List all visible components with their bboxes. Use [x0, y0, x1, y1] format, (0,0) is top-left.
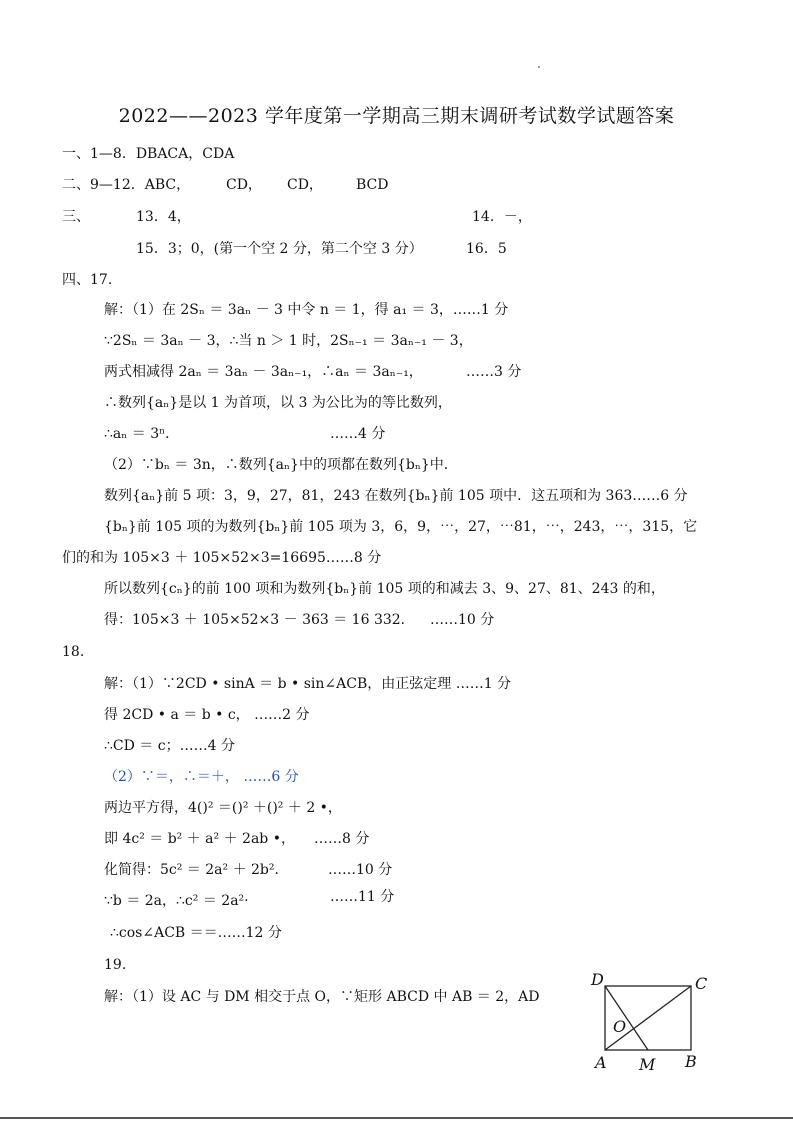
q17-line: {bₙ}前 105 项的为数列{bₙ}前 105 项为 3，6，9，⋯，27，⋯81，⋯，243，⋯，315，它 [104, 519, 698, 535]
label-c: C [695, 974, 708, 993]
answer-line-q13: 13．4， [136, 209, 191, 225]
label-b: B [685, 1052, 697, 1071]
q17-line: （2）∵bₙ ＝ 3n，∴数列{aₙ}中的项都在数列{bₙ}中． [104, 457, 458, 473]
q17-line: ∴数列{aₙ}是以 1 为首项，以 3 为公比为的等比数列， [104, 395, 452, 411]
q17-line: 得：105×3 ＋ 105×52×3 － 363 ＝ 16 332． [104, 612, 415, 628]
q18-line: ∵b ＝ 2a，∴c² ＝ 2a²· [104, 893, 249, 909]
answer-line-q16: 16．5 [466, 241, 507, 257]
q17-line: ∵2Sₙ ＝ 3aₙ － 3，∴当 n ＞ 1 时，2Sₙ₋₁ ＝ 3aₙ₋₁ － 3， [104, 333, 473, 349]
answer-line-q15: 15．3；0，(第一个空 2 分，第二个空 3 分） [136, 241, 423, 257]
q17-line: 所以数列{cₙ}的前 100 项和为数列{bₙ}前 105 项的和减去 3、9、27、81、243 的和， [104, 581, 665, 597]
label-a: A [595, 1053, 607, 1072]
scan-dot [538, 66, 540, 68]
page-title: 2022——2023 学年度第一学期高三期末调研考试数学试题答案 [118, 105, 675, 127]
q17-line: 两式相减得 2aₙ ＝ 3aₙ － 3aₙ₋₁，∴aₙ ＝ 3aₙ₋₁， [104, 364, 423, 380]
q19-line: 解：（1）设 AC 与 DM 相交于点 O，∵矩形 ABCD 中 AB ＝ 2，AD [104, 989, 540, 1005]
q18-number: 18. [62, 644, 85, 660]
q18-line: ∴CD ＝ c；……4 分 [104, 738, 235, 754]
q18-line: 两边平方得，4()² ＝()² ＋()² ＋ 2 •， [104, 800, 342, 816]
q17-line: 们的和为 105×3 ＋ 105×52×3=16695……8 分 [62, 550, 382, 566]
label-d: D [591, 970, 604, 989]
answer-line-q10: CD， [226, 177, 262, 193]
rectangle-figure [585, 965, 715, 1080]
segment-dm [605, 986, 648, 1050]
q17-score: ……4 分 [330, 426, 386, 442]
q17-line: ∴aₙ ＝ 3ⁿ． [104, 426, 180, 442]
q19-number: 19. [104, 957, 127, 973]
q18-line: 化简得：5c² ＝ 2a² ＋ 2b²． [104, 862, 289, 878]
q17-score: ……3 分 [466, 364, 522, 380]
q17-line: 数列{aₙ}前 5 项：3，9，27，81，243 在数列{bₙ}前 105 项中．这五项和为 363……6 分 [104, 488, 688, 504]
label-m: M [639, 1055, 656, 1074]
q17-line: 解：（1）在 2Sₙ ＝ 3aₙ － 3 中令 n ＝ 1，得 a₁ ＝ 3，……1 分 [104, 302, 509, 318]
q17-score: ……10 分 [430, 612, 495, 628]
q18-line: 得 2CD • a ＝ b • c， ……2 分 [104, 707, 310, 723]
answer-line-q14: 14．－， [472, 209, 532, 225]
page-bottom-rule [0, 1117, 793, 1119]
q18-line: ∴cos∠ACB ＝＝……12 分 [110, 925, 282, 941]
answer-line-mc-9-12: 二、9—12．ABC， [62, 177, 191, 193]
q18-score: ……8 分 [314, 831, 370, 847]
answer-line-q11: CD， [287, 177, 323, 193]
q18-line: 即 4c² ＝ b² ＋ a² ＋ 2ab •， [104, 831, 295, 847]
section-three-label: 三、 [62, 209, 90, 225]
q18-score: ……11 分 [330, 889, 395, 905]
answer-line-q12: BCD [356, 177, 389, 193]
answer-line-mc-1-8: 一、1—8．DBACA，CDA [62, 146, 235, 162]
label-o: O [613, 1017, 627, 1036]
q18-line: （2）∵＝，∴＝＋， ……6 分 [104, 769, 299, 785]
section-four-q17: 四、17. [62, 272, 113, 288]
q18-line: 解：（1）∵2CD • sinA ＝ b • sin∠ACB，由正弦定理 ……1 分 [104, 676, 512, 692]
q18-score: ……10 分 [328, 862, 393, 878]
